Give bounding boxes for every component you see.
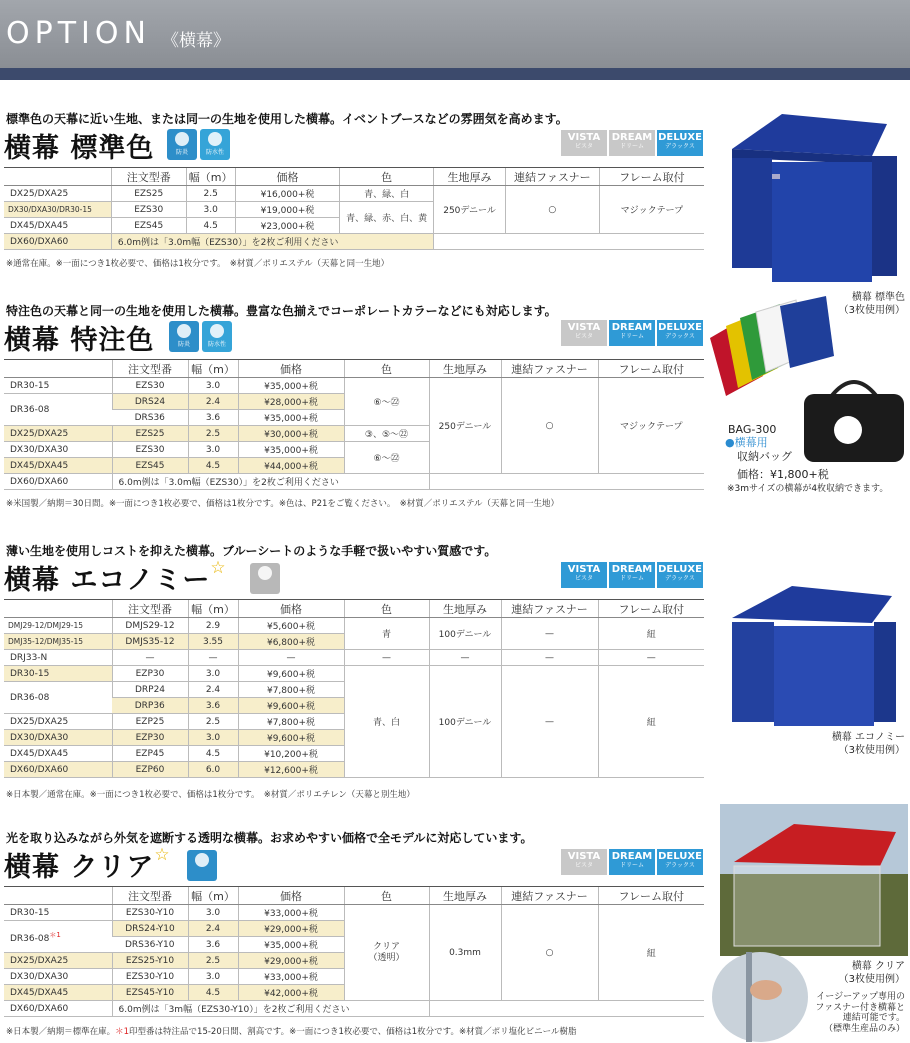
- series-vista-badge: VISTA ビスタ: [561, 320, 607, 346]
- table-row: DX60/DXA60 6.0m例は「3.0m幅（EZS30）」を2枚ご利用ください: [4, 234, 704, 250]
- star-icon: ☆: [154, 845, 171, 865]
- star-icon: ☆: [210, 558, 227, 578]
- table-header-row: 注文型番 幅（m） 価格 色 生地厚み 連結ファスナー フレーム取付: [4, 168, 704, 186]
- table-row: DX60/DXA60 6.0m例は「3.0m幅（EZS30）」を2枚ご利用ください: [4, 474, 704, 490]
- table-row: DX25/DXA25 EZS25 2.5 ¥16,000+税 青、緑、白 250デニール ○ マジックテープ: [4, 186, 704, 202]
- fastener-closeup-photo: [712, 952, 808, 1042]
- table-row: DX25/DXA25 EZS25-Y10 2.5 ¥29,000+税: [4, 953, 704, 969]
- series-deluxe-badge: DELUXE デラックス: [657, 562, 703, 588]
- fire-retardant-icon: [187, 850, 217, 881]
- table-row: DR36-08 DRS24 2.4 ¥28,000+税: [4, 394, 704, 410]
- section1-note: ※通常在庫。※一面につき1枚必要で、価格は1枚分です。 ※材質／ポリエステル（天幕と同一生地）: [6, 259, 390, 269]
- table-row: DX60/DXA60 6.0m例は「3m幅（EZS30-Y10）」を2枚ご利用ください: [4, 1001, 704, 1017]
- table-header-row: 注文型番 幅（m） 価格 色 生地厚み 連結ファスナー フレーム取付: [4, 600, 704, 618]
- table-row: DRJ33-N — — — — — — —: [4, 650, 704, 666]
- section1-intro: 標準色の天幕に近い生地、または同一の生地を使用した横幕。イベントブースなどの雰囲気を高めます。: [6, 112, 568, 126]
- section3-intro: 薄い生地を使用しコストを抑えた横幕。ブルーシートのような手軽で扱いやすい質感です。: [6, 544, 497, 558]
- waterproof-icon: 防水性: [202, 321, 232, 352]
- page-title: OPTION: [6, 16, 151, 51]
- table-row: DX60/DXA60 EZP60 6.0 ¥12,600+税: [4, 762, 704, 778]
- table-row: DMJ29-12/DMJ29-15 DMJS29-12 2.9 ¥5,600+税 青 100デニール — 紐: [4, 618, 704, 634]
- table-row: DRP36 3.6 ¥9,600+税: [4, 698, 704, 714]
- table-row: DX45/DXA45 EZP45 4.5 ¥10,200+税: [4, 746, 704, 762]
- series-dream-badge: DREAM ドリーム: [609, 849, 655, 875]
- waterproof-icon: 防水性: [200, 129, 230, 160]
- section1-table: [4, 167, 704, 250]
- storage-bag-photo: [800, 370, 908, 465]
- bag-note: ※3mサイズの横幕が4枚収納できます。: [727, 484, 889, 494]
- series-deluxe-badge: DELUXE デラックス: [657, 320, 703, 346]
- section2-intro: 特注色の天幕と同一の生地を使用した横幕。豊富な色揃えでコーポレートカラーなどにも対応します。: [6, 304, 557, 318]
- table-row: DX30/DXA30 EZS30-Y10 3.0 ¥33,000+税: [4, 969, 704, 985]
- fire-retardant-icon: 防炎: [169, 321, 199, 352]
- section2-title: 横幕 特注色: [4, 325, 155, 356]
- section1-caption: 横幕 標準色 （3枚使用例）: [838, 292, 905, 316]
- table-header-row: 注文型番 幅（m） 価格 色 生地厚み 連結ファスナー フレーム取付: [4, 360, 704, 378]
- table-row: DX25/DXA25 EZS25 2.5 ¥30,000+税 ③、⑤〜㉒: [4, 426, 704, 442]
- section3-table: [4, 599, 704, 778]
- section2-table: [4, 359, 704, 490]
- section4-table: [4, 886, 704, 1017]
- section1-title: 横幕 標準色: [4, 133, 155, 164]
- header-bar: [0, 68, 910, 80]
- bag-name: BAG-300: [728, 423, 777, 436]
- table-row: DR30-15 EZS30-Y10 3.0 ¥33,000+税 クリア （透明） 0.3mm ○ 紐: [4, 905, 704, 921]
- table-header-row: 注文型番 幅（m） 価格 色 生地厚み 連結ファスナー フレーム取付: [4, 887, 704, 905]
- fire-retardant-icon: 防炎: [167, 129, 197, 160]
- table-row: DMJ35-12/DMJ35-15 DMJS35-12 3.55 ¥6,800+税: [4, 634, 704, 650]
- bag-line1: ●横幕用: [725, 436, 768, 449]
- section2-note: ※米国製／納期＝30日間。※一面につき1枚必要で、価格は1枚分です。※色は、P21をご覧ください。 ※材質／ポリエステル（天幕と同一生地）: [6, 499, 560, 509]
- series-vista-badge: VISTA ビスタ: [561, 849, 607, 875]
- series-vista-badge: VISTA ビスタ: [561, 130, 607, 156]
- section4-title: 横幕 クリア☆: [4, 845, 171, 883]
- section3-title: 横幕 エコノミー☆: [4, 558, 227, 596]
- table-row: DR30-15 EZP30 3.0 ¥9,600+税 青、白 100デニール — 紐: [4, 666, 704, 682]
- table-row: DX30/DXA30/DR30-15 EZS30 3.0 ¥19,000+税 青、緑、赤、白、黄: [4, 202, 704, 218]
- series-dream-badge: DREAM ドリーム: [609, 562, 655, 588]
- table-row: DX30/DXA30 EZP30 3.0 ¥9,600+税: [4, 730, 704, 746]
- page-header: [0, 0, 910, 68]
- series-dream-badge: DREAM ドリーム: [609, 130, 655, 156]
- table-row: DX45/DXA45 EZS45-Y10 4.5 ¥42,000+税: [4, 985, 704, 1001]
- section3-caption: 横幕 エコノミー （3枚使用例）: [831, 732, 905, 756]
- tent-clear-photo: [720, 804, 908, 956]
- table-row: DX45/DXA45 EZS45 4.5 ¥23,000+税: [4, 218, 704, 234]
- table-row: DR36-08 DRP24 2.4 ¥7,800+税: [4, 682, 704, 698]
- fire-retardant-icon: [250, 563, 280, 594]
- table-row: DR30-15 EZS30 3.0 ¥35,000+税 ⑥〜㉒ 250デニール ○ マジックテープ: [4, 378, 704, 394]
- section4-note: ※日本製／納期＝標準在庫。＊1印型番は特注品で15-20日間、割高です。※一面につき1枚必要で、価格は1枚分です。※材質／ポリ塩化ビニール樹脂: [6, 1027, 577, 1037]
- bag-line2: 収納バッグ: [737, 450, 792, 463]
- tent-economy-photo: [722, 578, 908, 728]
- section4-intro: 光を取り込みながら外気を遮断する透明な横幕。お求めやすい価格で全モデルに対応しています。: [6, 831, 533, 845]
- section4-caption: 横幕 クリア （3枚使用例）: [838, 961, 905, 985]
- table-row: DRS36-Y10 3.6 ¥35,000+税: [4, 937, 704, 953]
- series-vista-badge: VISTA ビスタ: [561, 562, 607, 588]
- tent-standard-photo: [722, 104, 908, 289]
- section4-caption2: イージーアップ専用の ファスナー付き横幕と 連結可能です。 （標準生産品のみ）: [815, 992, 905, 1034]
- series-deluxe-badge: DELUXE デラックス: [657, 849, 703, 875]
- table-row: DX30/DXA30 EZS30 3.0 ¥35,000+税 ⑥〜㉒: [4, 442, 704, 458]
- section3-note: ※日本製／通常在庫。※一面につき1枚必要で、価格は1枚分です。 ※材質／ポリエチレン（天幕と別生地）: [6, 790, 415, 800]
- series-deluxe-badge: DELUXE デラックス: [657, 130, 703, 156]
- table-row: DX45/DXA45 EZS45 4.5 ¥44,000+税: [4, 458, 704, 474]
- page-subtitle: 《横幕》: [162, 31, 230, 51]
- table-row: DRS36 3.6 ¥35,000+税: [4, 410, 704, 426]
- bag-price: 価格：¥1,800+税: [737, 468, 829, 481]
- table-row: $DR36-08^{*1}$ DRS24-Y10 2.4 ¥29,000+税: [4, 921, 704, 937]
- series-dream-badge: DREAM ドリーム: [609, 320, 655, 346]
- table-row: DX25/DXA25 EZP25 2.5 ¥7,800+税: [4, 714, 704, 730]
